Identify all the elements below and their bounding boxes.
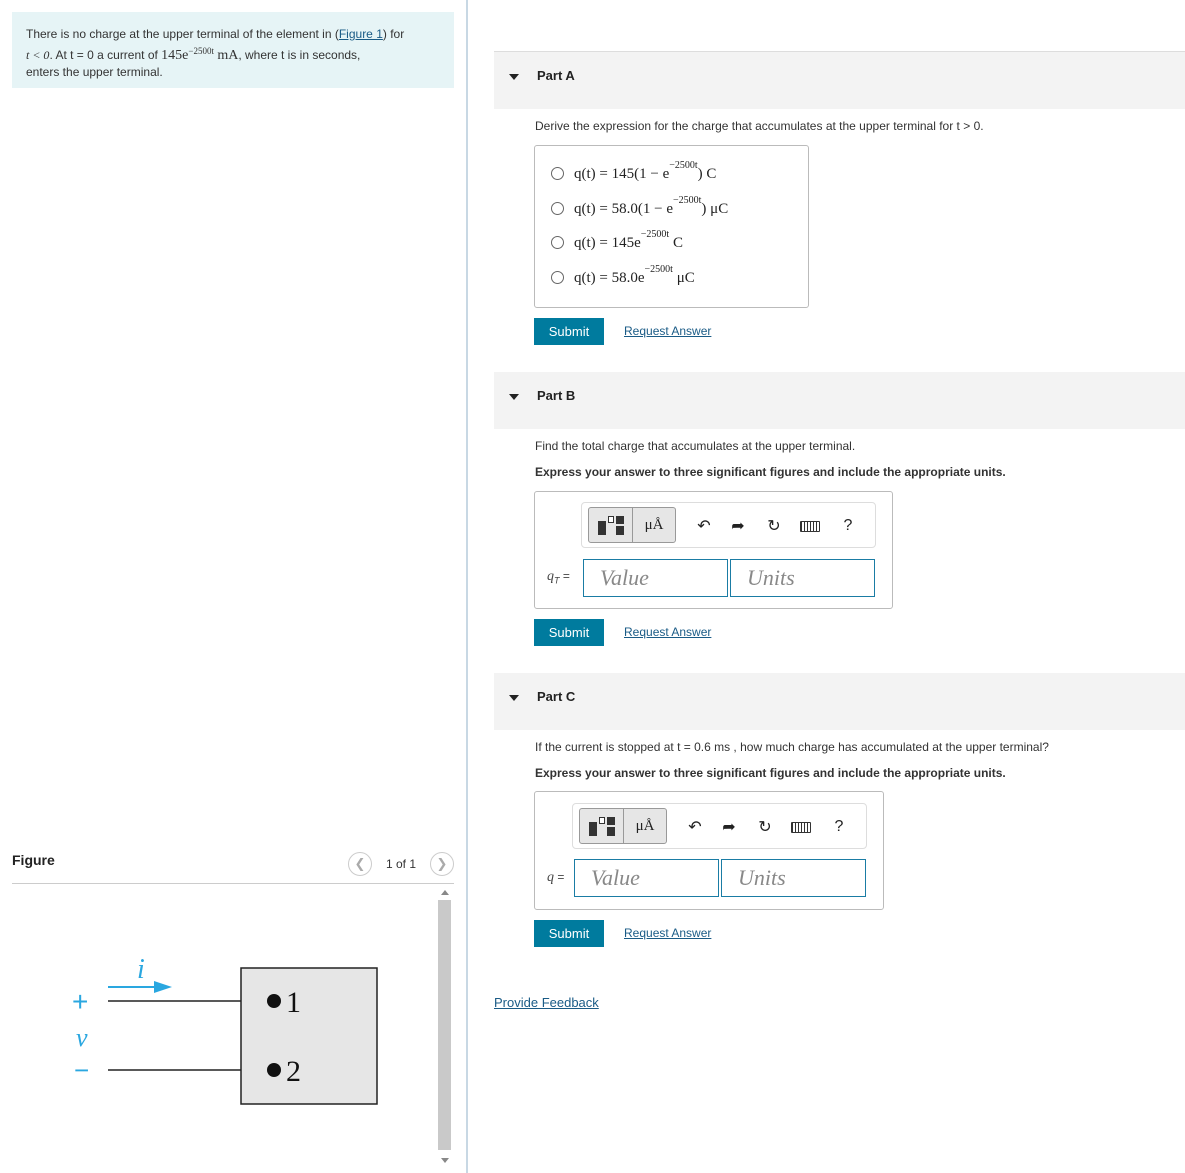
redo-icon[interactable]: ➦ [722, 819, 736, 836]
plus-sign: + [72, 986, 89, 1017]
part-b-value-input[interactable]: Value [583, 559, 728, 597]
var-symbol: q [547, 569, 554, 584]
reset-icon[interactable]: ↻ [767, 518, 781, 535]
part-b-request-answer-link[interactable]: Request Answer [624, 625, 712, 639]
expr-base: q(t) = 58.0e [574, 269, 645, 286]
part-b-toolbar [581, 502, 876, 548]
templates-button[interactable] [589, 508, 632, 542]
part-a-request-answer-link[interactable]: Request Answer [624, 324, 712, 338]
part-b-question: Find the total charge that accumulates at the upper terminal. [535, 439, 856, 453]
choice-3[interactable] [551, 228, 683, 252]
part-c-submit-button[interactable]: Submit [534, 920, 604, 947]
radio-button[interactable] [551, 202, 564, 215]
expr-exponent: −2500t [644, 263, 673, 275]
part-b-answer-box [534, 491, 893, 609]
terminal-2-dot [267, 1063, 281, 1077]
units-button[interactable] [623, 809, 666, 843]
expr-base: q(t) = 145e [574, 234, 641, 251]
part-c-header[interactable] [494, 673, 1185, 730]
equals-sign: = [559, 569, 570, 583]
templates-icon [589, 815, 615, 837]
part-c-question: If the current is stopped at t = 0.6 ms , how much charge has accumulated at the upper terminal? [535, 740, 1049, 754]
equals-sign: = [554, 870, 565, 884]
part-a-label: Part A [537, 68, 575, 83]
help-icon[interactable]: ? [843, 517, 853, 534]
part-b-header[interactable] [494, 372, 1185, 429]
radio-button[interactable] [551, 236, 564, 249]
part-a-header[interactable] [494, 52, 1185, 109]
choice-expr [574, 159, 717, 183]
part-c-units-input[interactable]: Units [721, 859, 866, 897]
intro-text-2: , where t is in seconds, [238, 48, 361, 62]
voltage-label: v [76, 1023, 88, 1052]
part-b-var-label [547, 569, 570, 585]
part-b-instruction: Express your answer to three significant figures and include the appropriate units. [535, 465, 1006, 479]
radio-button[interactable] [551, 167, 564, 180]
choice-expr [574, 194, 729, 218]
part-c-value-input[interactable]: Value [574, 859, 719, 897]
provide-feedback-link[interactable]: Provide Feedback [494, 995, 599, 1010]
expr-unit: ) μC [701, 200, 729, 217]
terminal-1-label: 1 [286, 986, 301, 1019]
current-label: i [137, 954, 145, 985]
template-group [588, 507, 676, 543]
circuit-figure [60, 944, 390, 1114]
t-condition: t < 0 [26, 48, 50, 62]
expr-base: q(t) = 145(1 − e [574, 165, 670, 182]
undo-icon[interactable]: ↶ [697, 518, 711, 535]
terminal-2-label: 2 [286, 1055, 301, 1088]
chevron-right-icon[interactable]: ❯ [430, 852, 454, 876]
choice-expr [574, 263, 695, 287]
redo-icon[interactable]: ➦ [731, 518, 745, 535]
part-b-label: Part B [537, 388, 576, 403]
part-b-units-input[interactable]: Units [730, 559, 875, 597]
figure-title: Figure [12, 852, 55, 868]
choice-1[interactable] [551, 159, 717, 183]
part-c-instruction: Express your answer to three significant figures and include the appropriate units. [535, 766, 1006, 780]
element-box [241, 968, 377, 1104]
choice-2[interactable] [551, 194, 729, 218]
terminal-1-dot [267, 994, 281, 1008]
help-icon[interactable]: ? [834, 818, 844, 835]
collapse-triangle-icon[interactable] [509, 695, 519, 701]
expr-unit: μC [672, 269, 695, 286]
radio-button[interactable] [551, 271, 564, 284]
intro-text: There is no charge at the upper terminal of the element in ( [26, 27, 339, 41]
part-b-submit-button[interactable]: Submit [534, 619, 604, 646]
minus-sign: − [74, 1055, 90, 1085]
part-a-submit-button[interactable]: Submit [534, 318, 604, 345]
expr-exponent: −2500t [672, 194, 702, 206]
scroll-thumb[interactable] [438, 900, 451, 1150]
templates-button[interactable] [580, 809, 623, 843]
part-c-label: Part C [537, 689, 576, 704]
expr-unit: ) C [697, 165, 717, 182]
units-icon: μÅ [644, 516, 664, 533]
left-panel [0, 0, 466, 1173]
collapse-triangle-icon[interactable] [509, 394, 519, 400]
chevron-left-icon[interactable]: ❮ [348, 852, 372, 876]
current-unit: mA [217, 48, 239, 63]
part-a-choices [534, 145, 809, 308]
current-exponent: −2500t [188, 46, 214, 56]
expr-base: q(t) = 58.0(1 − e [574, 200, 673, 217]
figure-link[interactable]: Figure 1 [338, 27, 383, 41]
templates-icon [598, 514, 624, 536]
part-a-question: Derive the expression for the charge that accumulates at the upper terminal for t > 0. [535, 119, 984, 133]
choice-4[interactable] [551, 263, 695, 287]
figure-nav [348, 852, 454, 876]
expr-exponent: −2500t [669, 159, 698, 171]
panel-divider [466, 0, 468, 1173]
intro-text-3: enters the upper terminal. [26, 65, 163, 79]
part-c-answer-box [534, 791, 884, 910]
template-group [579, 808, 667, 844]
keyboard-icon[interactable] [800, 516, 820, 536]
expr-exponent: −2500t [640, 228, 670, 240]
figure-divider [12, 883, 454, 884]
scroll-up-icon[interactable] [441, 890, 449, 895]
figure-scrollbar[interactable] [437, 886, 453, 1173]
figure-count: 1 of 1 [385, 857, 417, 871]
intro-text-end: ) for [382, 27, 405, 41]
current-arrowhead [154, 981, 172, 993]
keyboard-icon[interactable] [791, 817, 811, 837]
undo-icon[interactable]: ↶ [688, 819, 702, 836]
var-subscript: T [554, 575, 560, 586]
part-c-request-answer-link[interactable]: Request Answer [624, 926, 712, 940]
units-icon: μÅ [635, 817, 655, 834]
var-symbol: q [547, 870, 554, 885]
expr-unit: C [669, 234, 683, 251]
problem-intro [12, 12, 454, 88]
scroll-down-icon[interactable] [441, 1158, 449, 1163]
part-c-toolbar [572, 803, 867, 849]
part-c-var-label [547, 870, 564, 886]
intro-at-t0: . At t = 0 a current of [49, 48, 162, 62]
choice-expr [574, 228, 683, 252]
reset-icon[interactable]: ↻ [758, 819, 772, 836]
current-expression: 145e [161, 48, 189, 63]
collapse-triangle-icon[interactable] [509, 74, 519, 80]
units-button[interactable] [632, 508, 675, 542]
